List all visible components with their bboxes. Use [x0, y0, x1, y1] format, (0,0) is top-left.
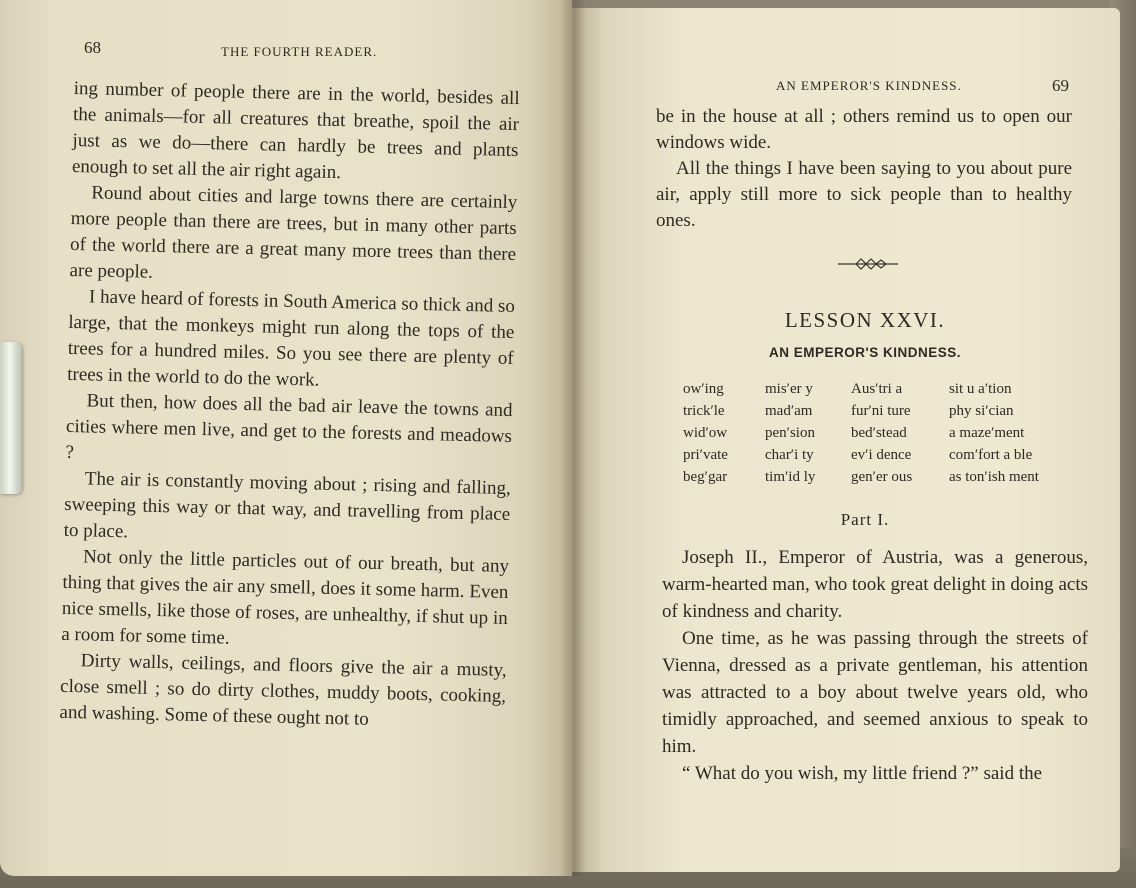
vocabulary-column	[765, 378, 815, 488]
vocabulary-word: trick′le	[683, 403, 725, 419]
right-page-bottom-text	[662, 544, 1088, 787]
vocabulary-word: as ton′ish ment	[949, 469, 1039, 485]
right-page-top-text	[656, 104, 1072, 234]
vocabulary-word: beg′gar	[683, 469, 728, 485]
right-paragraph: Joseph II., Emperor of Austria, was a generous, warm-hearted man, who took great delight in doing acts of kindness and charity.	[662, 547, 1088, 622]
vocabulary-word: wid′ow	[683, 425, 728, 441]
right-paragraph: All the things I have been saying to you about pure air, apply still more to sick people than to healthy ones.	[656, 158, 1072, 231]
ornament-divider	[836, 254, 900, 274]
right-paragraph: “ What do you wish, my little friend ?” said the	[682, 763, 1043, 784]
vocabulary-column	[683, 378, 728, 488]
left-running-head: THE FOURTH READER.	[221, 44, 378, 59]
left-paragraph: ing number of people there are in the world, besides all the animals—for all creatures that breathe, spoil the air just as we do—there can hardly be trees and plants enough to set all the air right again.	[71, 77, 520, 184]
lesson-title: LESSON XXVI.	[784, 308, 946, 332]
vocabulary-word: bed′stead	[851, 425, 907, 441]
vocabulary-word: tim′id ly	[765, 469, 816, 485]
left-paragraph: Dirty walls, ceilings, and floors give the air a musty, close smell ; so do dirty clothes, muddy boots, cooking, and washing. Some of these ought not to	[59, 650, 507, 730]
left-paragraph: The air is constantly moving about ; rising and falling, sweeping this way or that way, and travelling from place to place.	[63, 468, 511, 543]
vocabulary-word: Aus′tri a	[851, 381, 903, 397]
right-page-number: 69	[1052, 76, 1069, 95]
vocabulary-word: gen′er ous	[851, 469, 913, 485]
vocabulary-word: char′i ty	[765, 447, 814, 463]
lesson-subtitle: AN EMPEROR'S KINDNESS.	[769, 345, 961, 360]
right-paragraph: be in the house at all ; others remind us to open our windows wide.	[656, 106, 1072, 153]
right-paragraph: One time, as he was passing through the streets of Vienna, dressed as a private gentleman, his attention was attracted to a boy about twelve years old, who timidly approached, and seemed anxious to speak to him.	[662, 628, 1088, 757]
book-gutter	[560, 0, 586, 876]
left-paragraph: But then, how does all the bad air leave the towns and cities where men live, and get to the forests and meadows ?	[65, 390, 513, 464]
vocabulary-word: phy si′cian	[949, 403, 1014, 419]
vocabulary-word: mad′am	[765, 403, 813, 419]
vocabulary-word: fur′ni ture	[851, 403, 911, 419]
vocabulary-column	[851, 378, 912, 488]
vocabulary-word: pen′sion	[765, 425, 815, 441]
left-page-text	[59, 76, 520, 736]
vocabulary-word: ev′i dence	[851, 447, 912, 463]
vocabulary-column	[949, 378, 1039, 488]
vocabulary-word: com′fort a ble	[949, 447, 1033, 463]
right-running-head: AN EMPEROR'S KINDNESS.	[776, 78, 962, 93]
vocabulary-word: a maze′ment	[949, 425, 1025, 441]
vocabulary-word: sit u a′tion	[949, 381, 1012, 397]
vocabulary-word: pri′vate	[683, 447, 728, 463]
left-paragraph: Round about cities and large towns there are certainly more people than there are trees, but in many other parts of the world there are a great many more trees than there are people.	[69, 182, 518, 283]
left-paragraph: I have heard of forests in South America so thick and so large, that the monkeys might run along the tops of the trees for a hundred miles. So you see there are plenty of trees in the world to do the work.	[66, 286, 516, 391]
part-heading: Part I.	[840, 510, 890, 529]
left-page-number: 68	[84, 38, 101, 57]
glass-clip	[0, 342, 22, 494]
vocabulary-word: ow′ing	[683, 381, 724, 397]
left-paragraph: Not only the little particles out of our breath, but any thing that gives the air any smell, does it some harm. Even nice smells, like those of roses, are unhealthy, if shut up in a room for some time.	[61, 546, 510, 649]
vocabulary-word: mis′er y	[765, 381, 813, 397]
